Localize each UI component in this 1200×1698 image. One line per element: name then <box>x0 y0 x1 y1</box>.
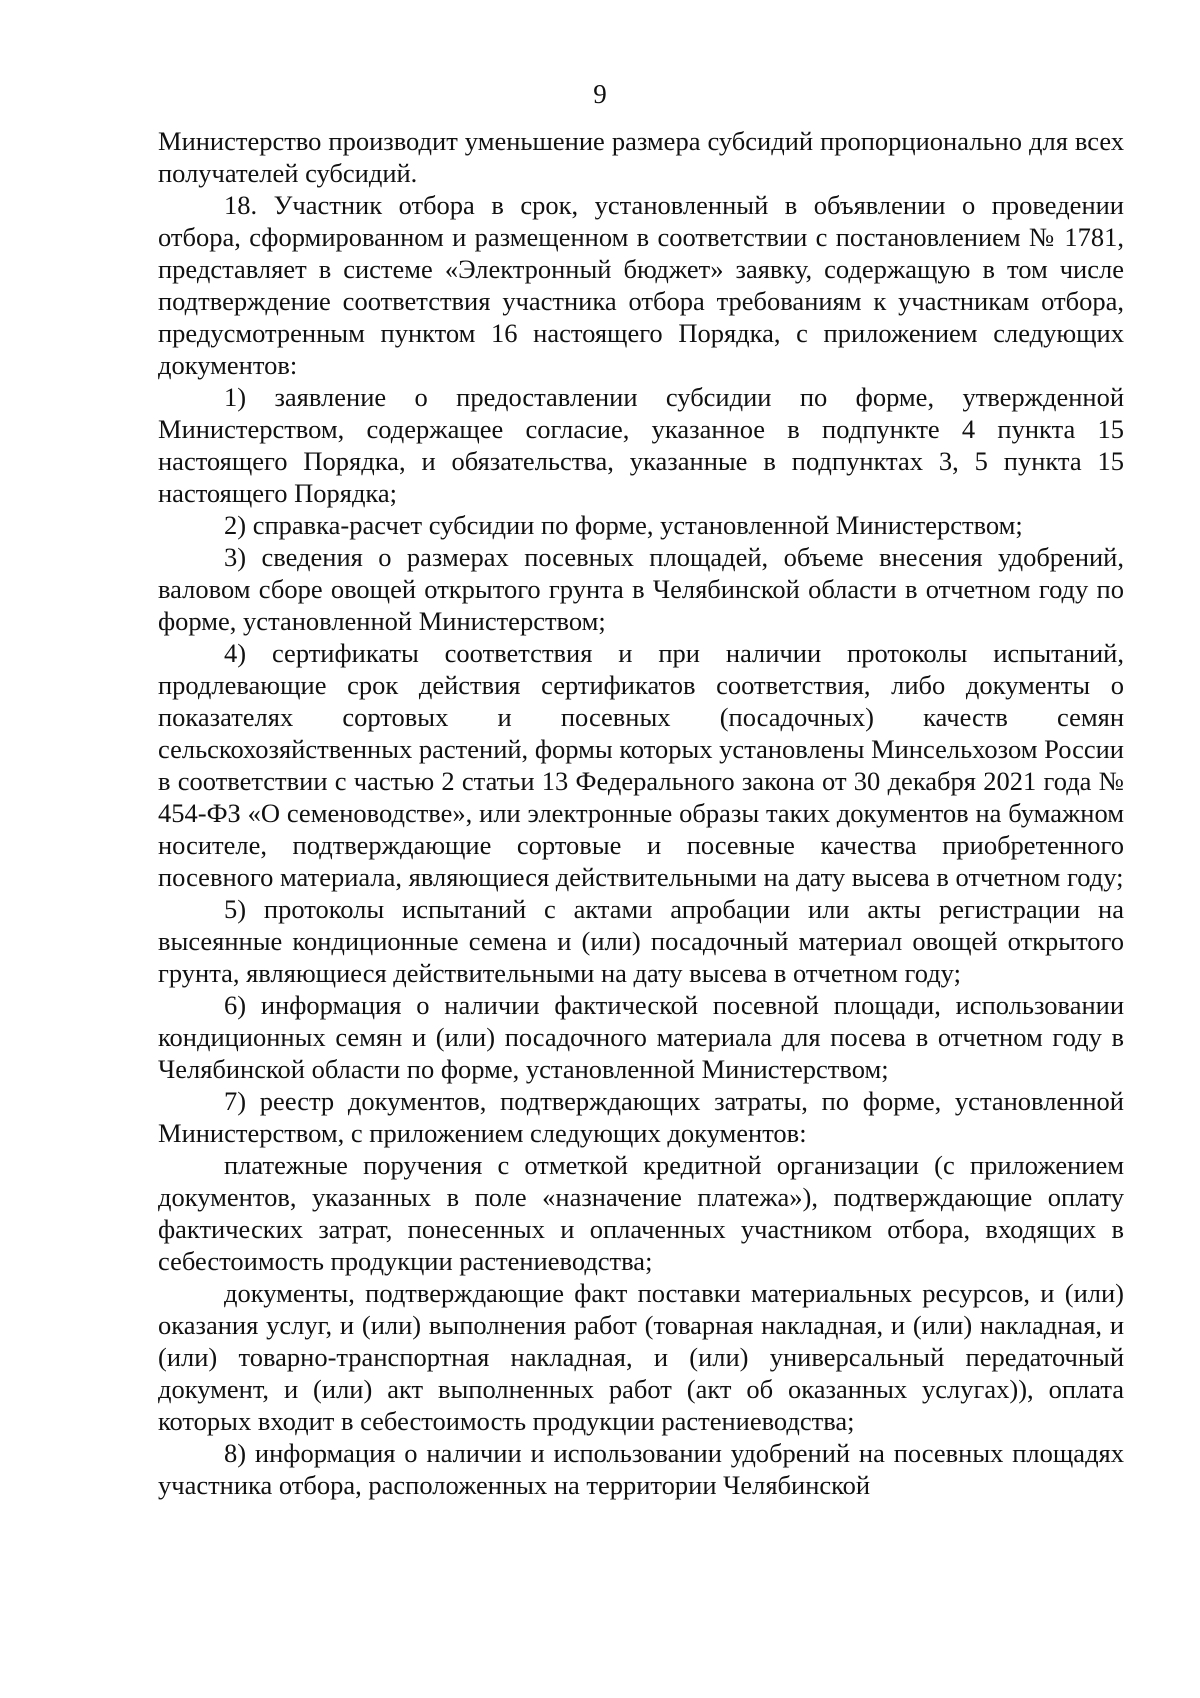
paragraph: 7) реестр документов, подтверждающих затраты, по форме, установленной Министерством, с приложением следующих документов: <box>158 1086 1124 1148</box>
paragraph: 4) сертификаты соответствия и при наличии протоколы испытаний, продлевающие срок действия сертификатов соответствия, либо документы о показателях сортовых и посевных (посадочных) качеств семян сельскохозяйственных растений, формы которых установлены Минсельхозом России в соответствии с частью 2 статьи 13 Федерального закона от 30 декабря 2021 года № 454-ФЗ «О семеноводстве», или электронные образы таких документов на бумажном носителе, подтверждающие сортовые и посевные качества приобретенного посевного материала, являющиеся действительными на дату высева в отчетном году; <box>158 638 1124 892</box>
paragraph: платежные поручения с отметкой кредитной организации (с приложением документов, указанных в поле «назначение платежа»), подтверждающие оплату фактических затрат, понесенных и оплаченных участником отбора, входящих в себестоимость продукции растениеводства; <box>158 1150 1124 1276</box>
paragraph: 1) заявление о предоставлении субсидии по форме, утвержденной Министерством, содержащее согласие, указанное в подпункте 4 пункта 15 настоящего Порядка, и обязательства, указанные в подпунктах 3, 5 пункта 15 настоящего Порядка; <box>158 382 1124 508</box>
paragraph: 2) справка-расчет субсидии по форме, установленной Министерством; <box>224 510 1023 540</box>
paragraph: Министерство производит уменьшение размера субсидий пропорционально для всех получателей субсидий. <box>158 126 1124 188</box>
paragraph: 5) протоколы испытаний с актами апробации или акты регистрации на высеянные кондиционные семена и (или) посадочный материал овощей открытого грунта, являющиеся действительными на дату высева в отчетном году; <box>158 894 1124 988</box>
paragraph: 18. Участник отбора в срок, установленный в объявлении о проведении отбора, сформированном и размещенном в соответствии с постановлением № 1781, представляет в системе «Электронный бюджет» заявку, содержащую в том числе подтверждение соответствия участника отбора требованиям к участникам отбора, предусмотренным пунктом 16 настоящего Порядка, с приложением следующих документов: <box>158 190 1124 380</box>
paragraph: 8) информация о наличии и использовании удобрений на посевных площадях участника отбора, расположенных на территории Челябинской <box>158 1438 1124 1500</box>
paragraph: 3) сведения о размерах посевных площадей, объеме внесения удобрений, валовом сборе овощей открытого грунта в Челябинской области в отчетном году по форме, установленной Министерством; <box>158 542 1124 636</box>
document-body <box>158 125 1124 1501</box>
paragraph: документы, подтверждающие факт поставки материальных ресурсов, и (или) оказания услуг, и (или) выполнения работ (товарная накладная, и (или) накладная, и (или) товарно-транспортная накладная, и (или) универсальный передаточный документ, и (или) акт выполненных работ (акт об оказанных услугах)), оплата которых входит в себестоимость продукции растениеводства; <box>158 1278 1124 1436</box>
page-number: 9 <box>593 79 607 109</box>
paragraph: 6) информация о наличии фактической посевной площади, использовании кондиционных семян и (или) посадочного материала для посева в отчетном году в Челябинской области по форме, установленной Министерством; <box>158 990 1124 1084</box>
